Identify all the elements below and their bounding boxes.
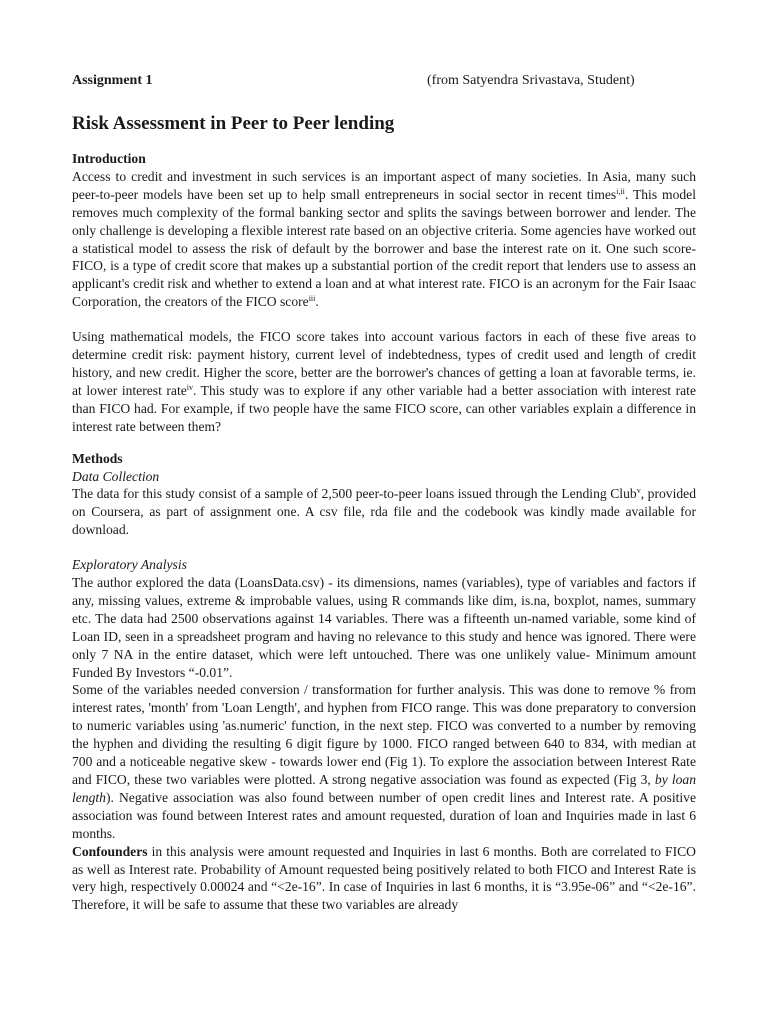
introduction-heading: Introduction	[72, 151, 146, 166]
document-title: Risk Assessment in Peer to Peer lending	[72, 113, 395, 134]
exploratory-paragraph-3: Confounders in this analysis were amount requested and Inquiries in last 6 months. Both are correlated to FICO as well as Interest rate. Probability of Amount requested being positively related to both FICO and Interest Rate is very high, respectively 0.00024 and “<2e-16”. In case of Inquiries in last 6 months, it is “3.95e-06” and “<2e-16”. Therefore, it will be safe to assume that these two variables are already	[72, 843, 696, 913]
data-collection-heading: Data Collection	[72, 468, 160, 484]
introduction-section	[72, 150, 696, 436]
exploratory-paragraph-1: The author explored the data (LoansData.csv) - its dimensions, names (variables), type of variables and factors if any, missing values, extreme & improbable values, using R commands like dim, is.na, boxplot, names, summary etc. The data had 2500 observations against 14 variables. There was a fifteenth un-named variable, some kind of Loan ID, seen in a spreadsheet program and having no relevance to this study and hence was ignored. There were only 7 NA in the entire dataset, which were left untouched. There was one unlikely value- Minimum amount Funded By Investors “-0.01”.	[72, 575, 696, 680]
author-attribution: (from Satyendra Srivastava, Student)	[427, 73, 635, 88]
confounders-term: Confounders	[72, 843, 148, 859]
document-page	[72, 72, 696, 914]
exploratory-analysis-heading: Exploratory Analysis	[72, 557, 187, 573]
footnote-ref: i,ii	[616, 186, 625, 196]
introduction-paragraph-1: Access to credit and investment in such services is an important aspect of many societies. In Asia, many such peer-to-peer models have been set up to help small entrepreneurs in social sector in recent times$^{i,ii}$. This model removes much complexity of the formal banking sector and splits the savings between borrower and lender. The only challenge is developing a flexible interest rate based on an objective criteria. Some agencies have worked out a statistical model to assess the risk of default by the borrower and base the interest rate on it. One such score- FICO, is a type of credit score that makes up a substantial portion of the credit report that lenders use to assess an applicant's credit risk and whether to extend a loan and at what interest rate. FICO is an acronym for the Fair Isaac Corporation, the creators of the FICO score$^{iii}$.	[72, 168, 696, 310]
document-header	[72, 72, 696, 92]
footnote-ref: iv	[186, 382, 193, 392]
assignment-label: Assignment 1	[72, 73, 153, 88]
methods-heading: Methods	[72, 450, 123, 466]
introduction-paragraph-2: Using mathematical models, the FICO score takes into account various factors in each of these five areas to determine credit risk: payment history, current level of indebtedness, types of credit used and length of credit history, and new credit. Higher the score, better are the borrower's chances of getting a loan at favorable terms, ie. at lower interest rate$^{iv}$. This study was to explore if any other variable had a better association with interest rate than FICO had. For example, if two people have the same FICO score, can other variables explain a difference in interest rate between them?	[72, 329, 696, 434]
exploratory-paragraph-2: Some of the variables needed conversion / transformation for further analysis. This was done to remove % from interest rates, 'month' from 'Loan Length', and hyphen from FICO range. This was done preparatory to conversion to numeric variables using 'as.numeric' function, in the next step. FICO was converted to a number by removing the hyphen and dividing the resulting 6 digit figure by 1000. FICO ranged between 640 to 834, with median at 700 and a noticeable negative skew - towards lower end (Fig 1). To explore the association between Interest Rate and FICO, these two variables were plotted. A strong negative association was found as expected (Fig 3, by loan length). Negative association was also found between number of open credit lines and Interest rate. A positive association was found between Interest rates and amount requested, duration of loan and Inquiries made in last 6 months.	[72, 682, 696, 841]
methods-section	[72, 450, 696, 915]
footnote-ref: v	[636, 486, 641, 496]
data-collection-paragraph: The data for this study consist of a sample of 2,500 peer-to-peer loans issued through the Lending Club$^v$, provided on Coursera, as part of assignment one. A csv file, rda file and the codebook was kindly made available for download.	[72, 486, 696, 538]
footnote-ref: iii	[308, 294, 316, 304]
italic-phrase: by loan length	[72, 772, 696, 805]
